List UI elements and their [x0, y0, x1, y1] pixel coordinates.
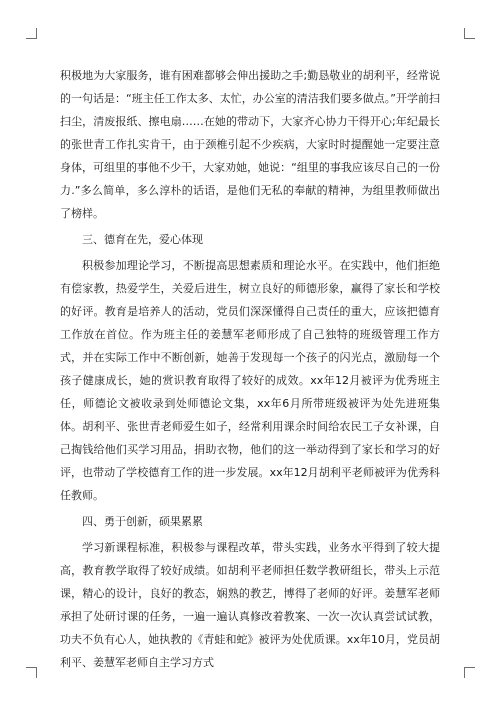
section-heading-innovation: 四、勇于创新，硕果累累	[82, 515, 203, 528]
paragraph-intro: 积极地为大家服务，谁有困难都够会伸出援助之手;勤恳敬业的胡利平，经常说的一句话是：“班主任工作太多、太忙，办公室的清洁我们要多做点。”开学前扫扫尘，清废报纸、擦电扇……在她的带动下，大家齐心协力干得开心;年纪最长的张世青工作扎实肯干，由于颈椎引起不少疾病，大家时时提醒她一定要注意身体，可组里的事他不少干，大家劝她，她说：“组里的事我应该尽自己的一份力.”多么简单，多么淳朴的话语，是他们无私的奉献的精神，为组里教师做出了榜样。	[60, 69, 440, 220]
crop-mark-bottom-right	[464, 667, 475, 678]
document-body	[60, 64, 440, 674]
crop-mark-bottom-left	[26, 667, 37, 678]
paragraph-moral-education: 积极参加理论学习，不断提高思想素质和理论水平。在实践中，他们拒绝有偿家教，热爱学生，关爱后进生，树立良好的师德形象，赢得了家长和学校的好评。教育是培养人的活动，党员们深深懂得自己责任的重大，应该把德育工作放在首位。作为班主任的姜慧军老师形成了自己独特的班级管理工作方式，并在实际工作中不断创新，她善于发现每一个孩子的闪光点，激励每一个孩子健康成长，她的赏识教育取得了较好的成效。xx年12月被评为优秀班主任，师德论文被收录到处师德论文集，xx年6月所带班级被评为处先进班集体。胡利平、张世青老师爱生如子，经常利用课余时间给农民工子女补课，自己掏钱给他们买学习用品，捐助衣物，他们的这一举动得到了家长和学习的好评，也带动了学校德育工作的进一步发展。xx年12月胡利平老师被评为优秀科任教师。	[60, 259, 440, 502]
crop-mark-top-left	[26, 28, 37, 39]
section-heading-moral-education: 三、德育在先，爱心体现	[82, 233, 203, 246]
paragraph-innovation: 学习新课程标准，积极参与课程改革，带头实践，业务水平得到了较大提高，教育教学取得了较好成绩。如胡利平老师担任数学教研组长，带头上示范课，精心的设计，良好的教态，娴熟的教艺，博得了老师的好评。姜慧军老师承担了处研讨课的任务，一遍一遍认真修改着教案、一次一次认真尝试试教，功夫不负有心人，她执教的《青蛙和蛇》被评为处优质课。xx年10月，党员胡利平、姜慧军老师自主学习方式	[60, 541, 440, 669]
crop-mark-top-right	[464, 28, 475, 39]
